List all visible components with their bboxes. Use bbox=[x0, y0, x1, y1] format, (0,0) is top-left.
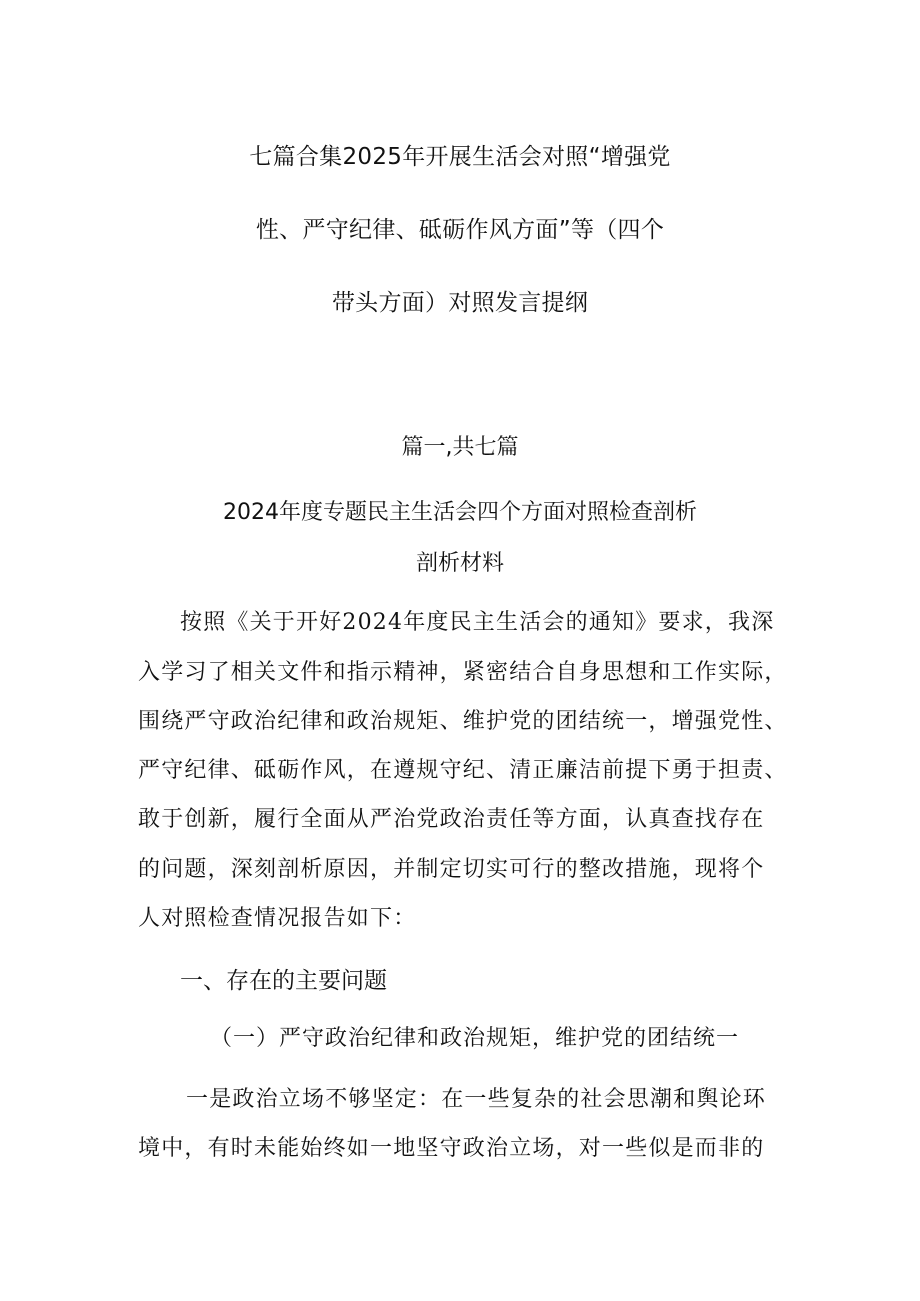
part-label: 篇一,共七篇 bbox=[401, 435, 519, 460]
intro-line-7: 人对照检查情况报告如下： bbox=[138, 906, 417, 931]
intro-line-4: 严守纪律、砥砺作风，在遵规守纪、清正廉洁前提下勇于担责、 bbox=[138, 758, 788, 783]
intro-line-1: 按照《关于开好2024年度民主生活会的通知》要求，我深 bbox=[180, 610, 775, 635]
subheading-political-discipline: （一）严守政治纪律和政治规矩，维护党的团结统一 bbox=[210, 1026, 740, 1051]
section-title-line-1: 2024年度专题民主生活会四个方面对照检查剖析 bbox=[223, 500, 697, 525]
intro-line-6: 的问题，深刻剖析原因，并制定切实可行的整改措施，现将个 bbox=[138, 857, 765, 882]
section-title-line-2: 剖析材料 bbox=[415, 551, 504, 576]
intro-line-2: 入学习了相关文件和指示精神，紧密结合自身思想和工作实际， bbox=[138, 660, 788, 685]
document-title-line-3: 带头方面）对照发言提纲 bbox=[331, 290, 589, 316]
intro-line-5: 敢于创新，履行全面从严治党政治责任等方面，认真查找存在 bbox=[138, 807, 765, 832]
heading-existing-problems: 一、存在的主要问题 bbox=[180, 968, 387, 994]
paragraph-1-line-1: 一是政治立场不够坚定：在一些复杂的社会思潮和舆论环 bbox=[186, 1087, 767, 1112]
intro-line-3: 围绕严守政治纪律和政治规矩、维护党的团结统一，增强党性、 bbox=[138, 709, 788, 734]
document-title-line-2: 性、严守纪律、砥砺作风方面”等（四个 bbox=[255, 217, 665, 243]
document-title-line-1: 七篇合集2025年开展生活会对照“增强党 bbox=[249, 144, 671, 170]
paragraph-1-line-2: 境中，有时未能始终如一地坚守政治立场，对一些似是而非的 bbox=[138, 1136, 765, 1161]
